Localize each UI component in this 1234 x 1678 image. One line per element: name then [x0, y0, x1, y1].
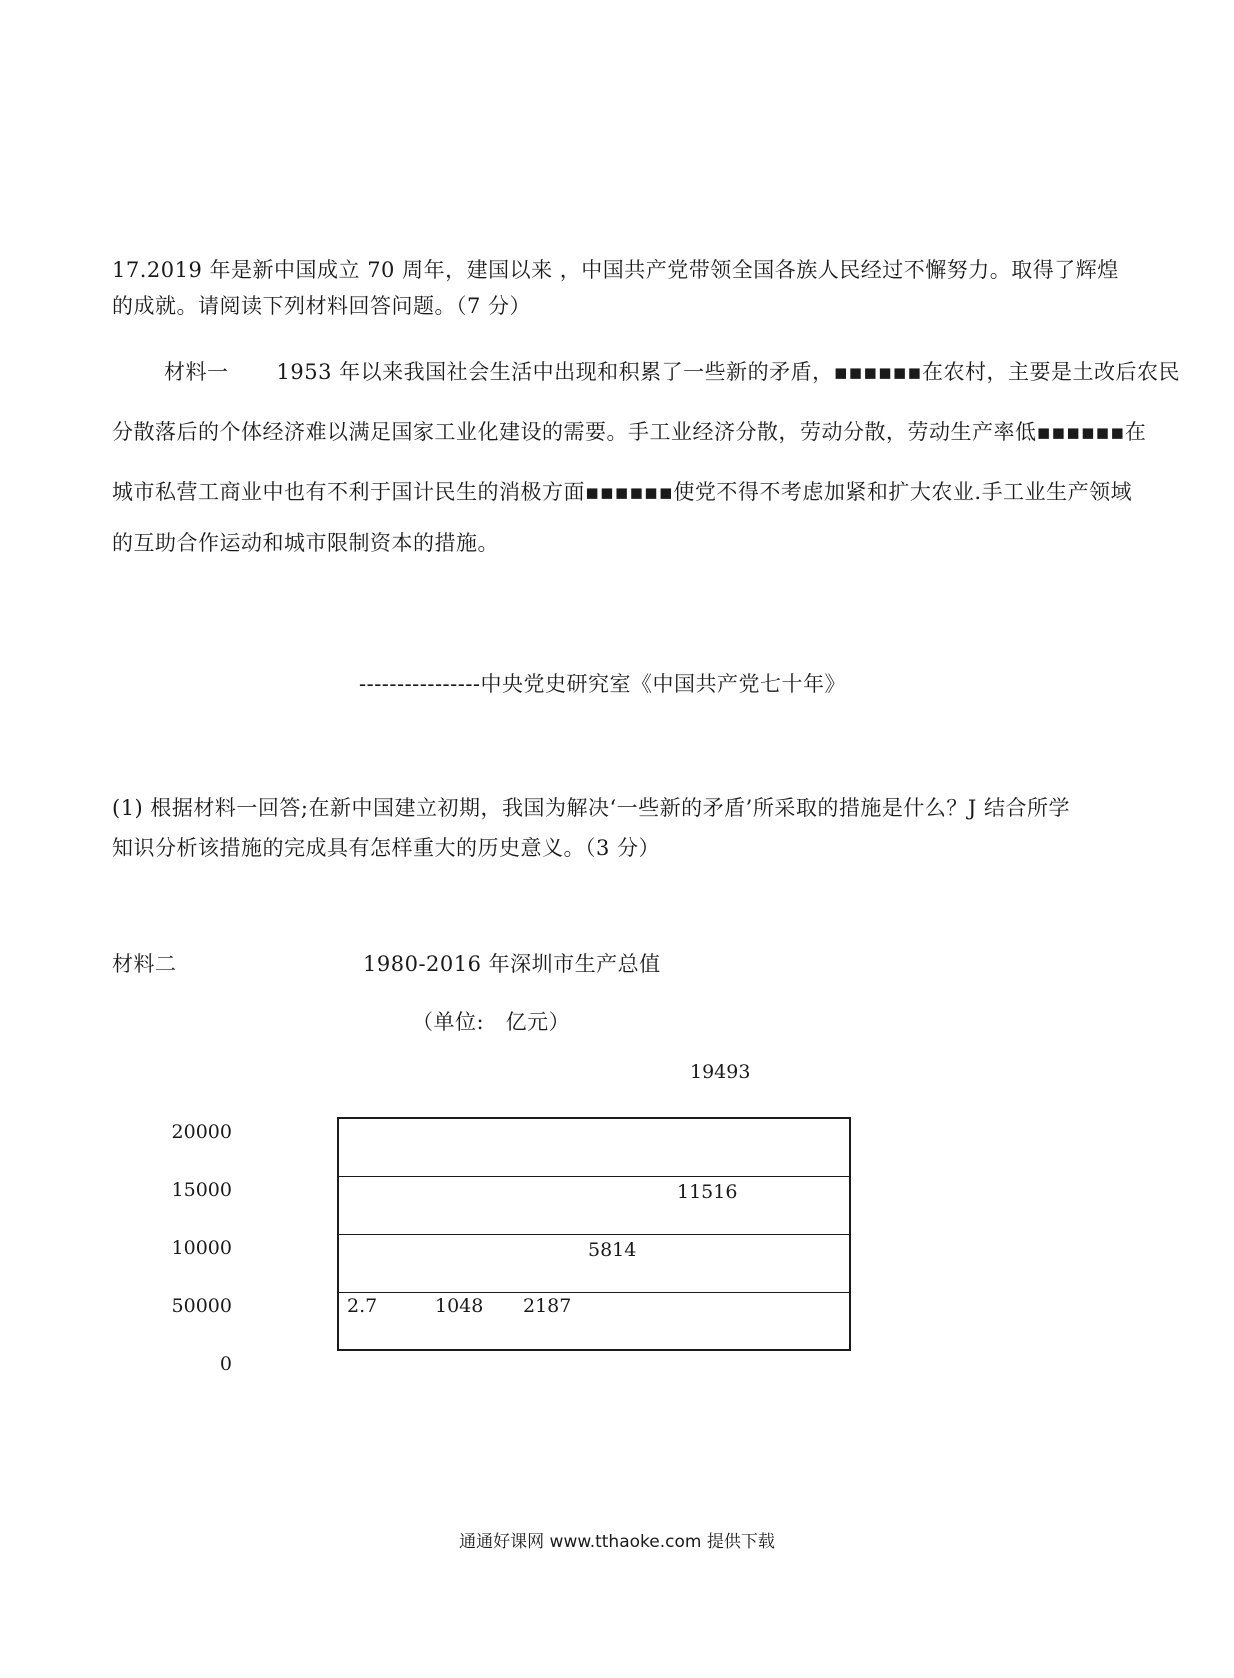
gridline: [339, 1292, 849, 1293]
data-label: 2.7: [347, 1295, 378, 1317]
chart-title: 1980-2016 年深圳市生产总值: [363, 952, 661, 976]
data-label: 2187: [523, 1295, 572, 1317]
y-tick-label: 0: [219, 1353, 232, 1375]
question-line: 17.2019 年是新中国成立 70 周年，建国以来 ，中国共产党带领全国各族人民经过不懈努力。取得了辉煌: [112, 258, 1119, 282]
y-tick-label: 10000: [171, 1237, 232, 1259]
material-1-text: 1953 年以来我国社会生活中出现和积累了一些新的矛盾，▪▪▪▪▪▪在农村，主要是土改后农民: [276, 360, 1181, 384]
footer-text: 通通好课网 www.tthaoke.com 提供下载: [459, 1532, 775, 1552]
material-1-label: 材料一: [164, 360, 229, 384]
gridline: [339, 1176, 849, 1177]
material-1-line: 城市私营工商业中也有不利于国计民生的消极方面▪▪▪▪▪▪使党不得不考虑加紧和扩大农业.手工业生产领域: [112, 480, 1133, 504]
y-tick-label: 20000: [171, 1121, 232, 1143]
subquestion-line: 知识分析该措施的完成具有怎样重大的历史意义。（3 分）: [112, 836, 661, 860]
subquestion-1: [112, 788, 1124, 868]
data-label: 11516: [677, 1181, 738, 1203]
material-1-line: 的互助合作运动和城市限制资本的措施。: [112, 531, 499, 555]
chart-subtitle: （单位: 亿元）: [412, 1010, 571, 1034]
y-tick-label: 15000: [171, 1179, 232, 1201]
material-2-label: 材料二: [112, 952, 177, 976]
y-tick-label: 50000: [171, 1295, 232, 1317]
material-1-source: ----------------中央党史研究室《中国共产党七十年》: [359, 672, 847, 696]
gridline: [339, 1234, 849, 1235]
material-1-first-line: [112, 342, 1181, 402]
material-1: [112, 342, 1181, 564]
data-label: 1048: [435, 1295, 484, 1317]
data-label: 5814: [588, 1239, 637, 1261]
question-line: 的成就。请阅读下列材料回答问题。（7 分）: [112, 294, 532, 318]
material-1-line: 分散落后的个体经济难以满足国家工业化建设的需要。手工业经济分散，劳动分散，劳动生产率低▪▪▪▪▪▪在: [112, 420, 1147, 444]
question-17: [112, 252, 1124, 324]
data-label: 19493: [690, 1061, 751, 1083]
chart-plot-area: [337, 1117, 851, 1351]
subquestion-line: (1) 根据材料一回答;在新中国建立初期，我国为解决‘一些新的矛盾’所采取的措施是什么？J 结合所学: [112, 796, 1070, 820]
